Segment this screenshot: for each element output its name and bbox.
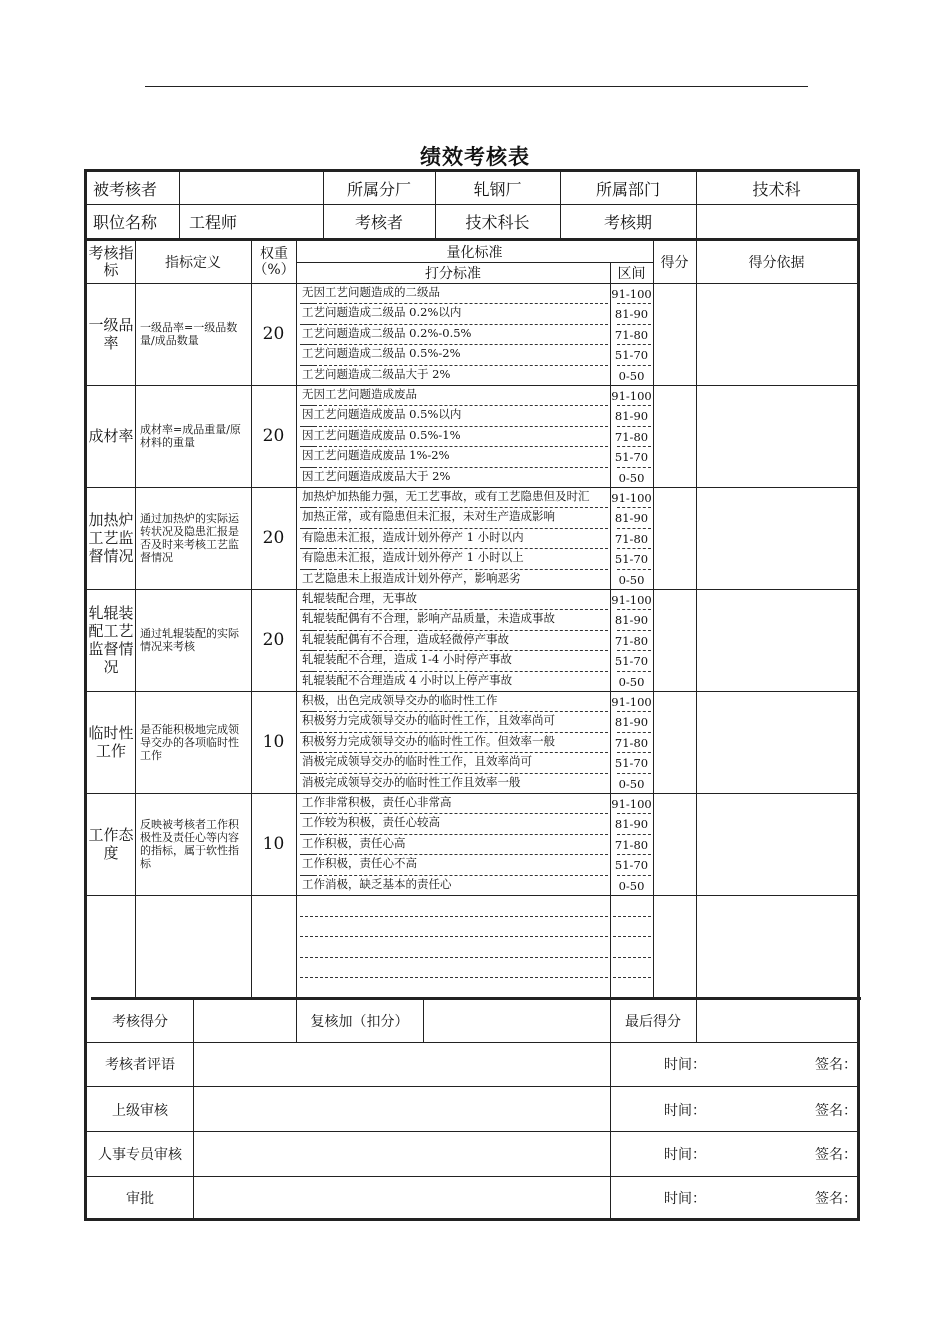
range-divider bbox=[617, 569, 651, 570]
criterion-text: 工艺问题造成二级品 0.2%以内 bbox=[302, 305, 462, 320]
range-label: 91-100 bbox=[611, 491, 652, 505]
range-label: 91-100 bbox=[611, 797, 652, 811]
label-final-score: 最后得分 bbox=[625, 1014, 681, 1030]
range-divider bbox=[617, 467, 651, 468]
criterion-text: 工艺问题造成二级品 0.5%-2% bbox=[302, 346, 461, 361]
range-divider bbox=[617, 609, 651, 610]
criterion-text: 无因工艺问题造成的二级品 bbox=[302, 285, 440, 299]
signoff-comment-input[interactable] bbox=[194, 1087, 610, 1132]
col-header-range: 区间 bbox=[617, 265, 646, 282]
blank-divider bbox=[300, 916, 608, 917]
indicator-name: 成材率 bbox=[88, 427, 134, 445]
criterion-text: 工作非常积极，责任心非常高 bbox=[302, 795, 452, 809]
range-divider bbox=[617, 548, 651, 549]
criterion-text: 积极，出色完成领导交办的临时性工作 bbox=[302, 693, 498, 707]
value-final-score[interactable] bbox=[697, 1000, 857, 1042]
label-assessee: 被考核者 bbox=[93, 179, 158, 199]
indicator-name: 工作态度 bbox=[88, 826, 134, 862]
col-header-score: 得分 bbox=[660, 255, 689, 271]
value-department[interactable]: 技术科 bbox=[752, 179, 801, 199]
range-label: 91-100 bbox=[611, 593, 652, 607]
signoff-comment-input[interactable] bbox=[194, 1132, 610, 1176]
range-divider bbox=[617, 732, 651, 733]
range-label: 51-70 bbox=[614, 756, 649, 771]
criterion-text: 轧辊装配不合理，造成 1-4 小时停产事故 bbox=[302, 652, 512, 667]
criterion-text: 有隐患未汇报，造成计划外停产 1 小时以内 bbox=[302, 529, 524, 544]
range-divider bbox=[617, 344, 651, 345]
range-divider bbox=[617, 671, 651, 672]
label-position: 职位名称 bbox=[93, 213, 158, 232]
value-period[interactable] bbox=[696, 205, 857, 238]
range-label: 91-100 bbox=[611, 287, 652, 301]
range-label: 0-50 bbox=[618, 572, 645, 587]
criterion-text: 因工艺问题造成废品 0.5%以内 bbox=[302, 407, 462, 422]
range-label: 71-80 bbox=[614, 837, 649, 852]
col-header-criteria: 打分标准 bbox=[425, 265, 481, 282]
col-header-basis: 得分依据 bbox=[748, 255, 805, 271]
indicator-name: 一级品率 bbox=[88, 316, 134, 352]
signoff-label: 上级审核 bbox=[112, 1102, 168, 1119]
range-label: 91-100 bbox=[611, 389, 652, 403]
criterion-text: 加热炉加热能力强，无工艺事故，或有工艺隐患但及时汇 bbox=[302, 489, 590, 503]
range-label: 71-80 bbox=[614, 327, 649, 342]
blank-divider bbox=[613, 977, 651, 978]
indicator-score-input[interactable] bbox=[654, 793, 696, 895]
criterion-text: 轧辊装配合理，无事故 bbox=[302, 591, 417, 605]
label-review-adjustment: 复核加（扣分） bbox=[310, 1014, 409, 1030]
signoff-time-label: 时间： bbox=[664, 1190, 706, 1207]
range-divider bbox=[617, 528, 651, 529]
indicator-definition: 一级品率=一级品数量/成品数量 bbox=[140, 321, 238, 347]
range-label: 81-90 bbox=[614, 511, 649, 526]
indicator-basis-input[interactable] bbox=[697, 691, 857, 793]
range-label: 81-90 bbox=[614, 613, 649, 628]
signoff-sign-label: 签名： bbox=[815, 1057, 857, 1073]
assessment-form bbox=[84, 169, 860, 1221]
range-divider bbox=[617, 303, 651, 304]
signoff-comment-input[interactable] bbox=[194, 1042, 610, 1086]
criterion-text: 无因工艺问题造成废品 bbox=[302, 387, 417, 401]
range-divider bbox=[617, 875, 651, 876]
criterion-text: 积极努力完成领导交办的临时性工作。但效率一般 bbox=[302, 733, 555, 748]
criterion-text: 有隐患未汇报，造成计划外停产 1 小时以上 bbox=[302, 550, 524, 565]
range-divider bbox=[617, 834, 651, 835]
indicator-basis-input[interactable] bbox=[697, 487, 857, 589]
range-divider bbox=[617, 365, 651, 366]
col-header-quant: 量化标准 bbox=[446, 244, 503, 261]
indicator-name: 临时性工作 bbox=[88, 724, 134, 760]
indicator-definition: 是否能积极地完成领导交办的各项临时性工作 bbox=[140, 722, 239, 762]
indicator-weight: 10 bbox=[262, 732, 285, 752]
range-divider bbox=[617, 446, 651, 447]
signoff-time-label: 时间： bbox=[664, 1147, 706, 1163]
value-position[interactable]: 工程师 bbox=[189, 213, 238, 232]
criterion-text: 积极努力完成领导交办的临时性工作，且效率尚可 bbox=[302, 713, 555, 728]
value-assessor[interactable]: 技术科长 bbox=[465, 213, 530, 232]
range-label: 71-80 bbox=[614, 633, 649, 648]
col-header-definition: 指标定义 bbox=[165, 255, 221, 271]
indicator-definition: 成材率=成品重量/原材料的重量 bbox=[140, 423, 241, 449]
range-label: 0-50 bbox=[618, 878, 645, 893]
criterion-text: 因工艺问题造成废品 0.5%-1% bbox=[302, 427, 461, 442]
signoff-label: 人事专员审核 bbox=[98, 1147, 182, 1163]
range-label: 91-100 bbox=[611, 695, 652, 709]
indicator-definition: 通过轧辊装配的实际情况来考核 bbox=[140, 627, 239, 653]
grid-line bbox=[135, 241, 136, 997]
range-label: 81-90 bbox=[614, 307, 649, 322]
indicator-score-input[interactable] bbox=[654, 487, 696, 589]
grid-line bbox=[87, 895, 857, 896]
blank-divider bbox=[613, 957, 651, 958]
label-period: 考核期 bbox=[603, 213, 652, 232]
signoff-sign-label: 签名： bbox=[815, 1190, 857, 1207]
blank-divider bbox=[613, 916, 651, 917]
indicator-weight: 10 bbox=[262, 834, 285, 854]
criterion-text: 工艺问题造成二级品大于 2% bbox=[302, 366, 451, 381]
col-header-indicator: 考核指标 bbox=[88, 244, 134, 279]
value-assessee[interactable] bbox=[187, 172, 323, 204]
range-divider bbox=[617, 773, 651, 774]
range-label: 0-50 bbox=[618, 470, 645, 485]
signoff-sign-label: 签名： bbox=[815, 1147, 857, 1163]
indicator-score-input[interactable] bbox=[654, 385, 696, 487]
indicator-weight: 20 bbox=[262, 426, 285, 446]
col-header-weight: 权重（%） bbox=[253, 246, 295, 278]
range-label: 71-80 bbox=[614, 429, 649, 444]
range-label: 81-90 bbox=[614, 715, 649, 730]
range-label: 51-70 bbox=[614, 450, 649, 465]
range-label: 0-50 bbox=[618, 674, 645, 689]
label-department: 所属部门 bbox=[595, 179, 660, 199]
range-divider bbox=[617, 630, 651, 631]
signoff-sign-label: 签名： bbox=[815, 1102, 857, 1119]
criterion-text: 工作消极，缺乏基本的责任心 bbox=[302, 876, 452, 891]
criterion-text: 因工艺问题造成废品大于 2% bbox=[302, 468, 451, 483]
indicator-weight: 20 bbox=[262, 528, 285, 548]
grid-line bbox=[179, 172, 180, 238]
indicator-definition: 反映被考核者工作积极性及责任心等内容的指标，属于软性指标 bbox=[140, 818, 239, 870]
signoff-label: 审批 bbox=[126, 1190, 154, 1207]
indicator-basis-input[interactable] bbox=[697, 793, 857, 895]
signoff-time-label: 时间： bbox=[664, 1057, 706, 1073]
indicator-score-input[interactable] bbox=[654, 283, 696, 385]
page-title: 绩效考核表 bbox=[420, 144, 530, 169]
indicator-score-input[interactable] bbox=[654, 589, 696, 691]
range-divider bbox=[617, 507, 651, 508]
label-assessment-score: 考核得分 bbox=[112, 1014, 168, 1030]
criterion-text: 工作积极，责任心高 bbox=[302, 835, 406, 850]
range-divider bbox=[617, 426, 651, 427]
blank-divider bbox=[613, 936, 651, 937]
range-divider bbox=[617, 813, 651, 814]
blank-divider bbox=[300, 957, 608, 958]
indicator-basis-input[interactable] bbox=[697, 385, 857, 487]
criterion-text: 工作积极，责任心不高 bbox=[302, 856, 417, 871]
header-rule bbox=[145, 86, 808, 87]
grid-line bbox=[296, 241, 297, 997]
range-divider bbox=[617, 405, 651, 406]
range-label: 51-70 bbox=[614, 552, 649, 567]
blank-divider bbox=[300, 977, 608, 978]
criterion-text: 加热正常，或有隐患但未汇报，未对生产造成影响 bbox=[302, 509, 555, 524]
criterion-text: 工作较为积极，责任心较高 bbox=[302, 815, 440, 830]
signoff-time-label: 时间： bbox=[664, 1102, 706, 1119]
indicator-basis-input[interactable] bbox=[697, 283, 857, 385]
range-label: 0-50 bbox=[618, 776, 645, 791]
indicator-name: 加热炉工艺监督情况 bbox=[88, 511, 134, 565]
range-label: 71-80 bbox=[614, 735, 649, 750]
indicator-weight: 20 bbox=[262, 324, 285, 344]
value-branch-plant[interactable]: 轧钢厂 bbox=[473, 179, 522, 199]
range-divider bbox=[617, 854, 651, 855]
range-label: 71-80 bbox=[614, 531, 649, 546]
range-label: 81-90 bbox=[614, 817, 649, 832]
indicator-name: 轧辊装配工艺监督情况 bbox=[88, 604, 134, 676]
signoff-label: 考核者评语 bbox=[105, 1057, 175, 1073]
criterion-text: 工艺问题造成二级品 0.2%-0.5% bbox=[302, 325, 472, 340]
indicator-score-input[interactable] bbox=[654, 691, 696, 793]
criterion-text: 工艺隐患未上报造成计划外停产，影响恶劣 bbox=[302, 570, 521, 585]
indicator-weight: 20 bbox=[262, 630, 285, 650]
range-label: 0-50 bbox=[618, 368, 645, 383]
range-label: 51-70 bbox=[614, 858, 649, 873]
range-divider bbox=[617, 752, 651, 753]
label-branch-plant: 所属分厂 bbox=[346, 179, 411, 199]
value-assessment-score[interactable] bbox=[194, 1000, 296, 1042]
indicator-definition: 通过加热炉的实际运转状况及隐患汇报是否及时来考核工艺监督情况 bbox=[140, 512, 239, 564]
criterion-text: 轧辊装配偶有不合理，造成轻微停产事故 bbox=[302, 631, 509, 646]
criterion-text: 因工艺问题造成废品 1%-2% bbox=[302, 448, 450, 463]
range-divider bbox=[617, 650, 651, 651]
blank-divider bbox=[300, 936, 608, 937]
range-label: 81-90 bbox=[614, 409, 649, 424]
criterion-text: 轧辊装配不合理造成 4 小时以上停产事故 bbox=[302, 672, 513, 687]
signoff-comment-input[interactable] bbox=[194, 1177, 610, 1218]
value-review-adjustment[interactable] bbox=[424, 1000, 610, 1042]
criterion-text: 消极完成领导交办的临时性工作，且效率尚可 bbox=[302, 754, 532, 769]
label-assessor: 考核者 bbox=[354, 213, 403, 232]
criterion-text: 轧辊装配偶有不合理，影响产品质量，未造成事故 bbox=[302, 611, 555, 626]
indicator-basis-input[interactable] bbox=[697, 589, 857, 691]
range-label: 51-70 bbox=[614, 348, 649, 363]
range-label: 51-70 bbox=[614, 654, 649, 669]
criterion-text: 消极完成领导交办的临时性工作且效率一般 bbox=[302, 774, 521, 789]
range-divider bbox=[617, 711, 651, 712]
range-divider bbox=[617, 324, 651, 325]
